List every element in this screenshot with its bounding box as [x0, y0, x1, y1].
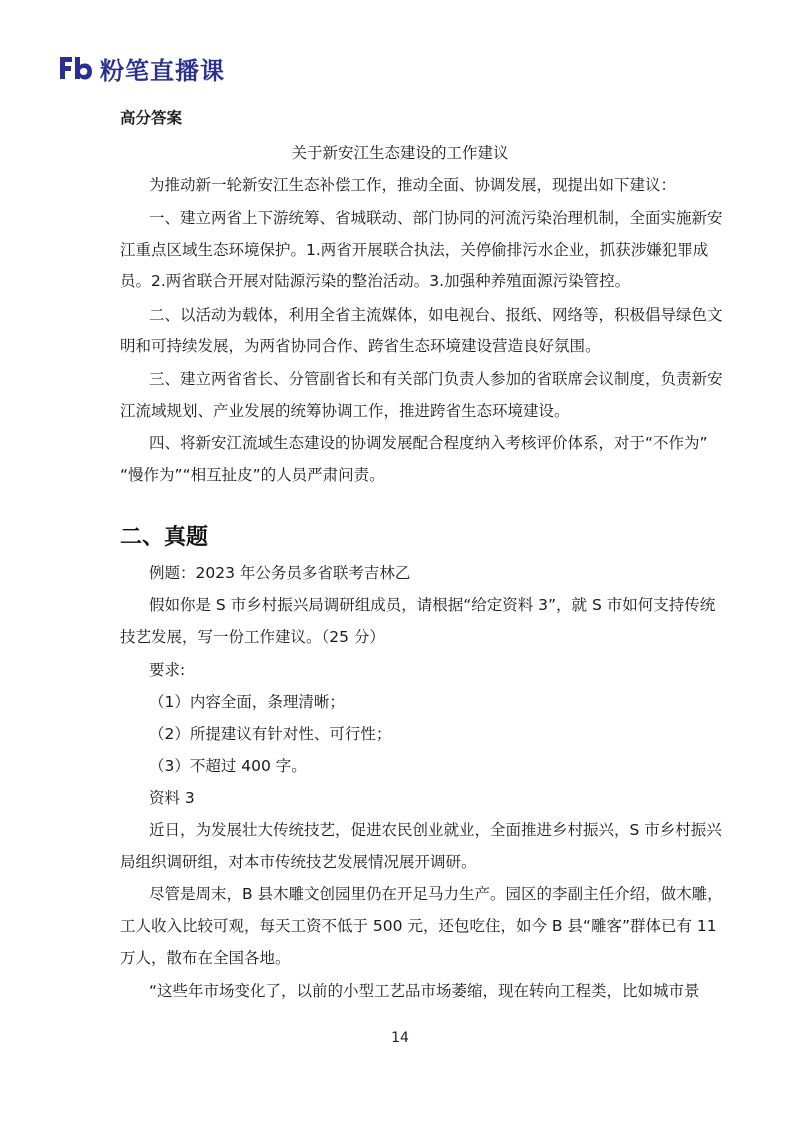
logo-text: 粉笔直播课	[100, 56, 225, 85]
answer-line: 明和可持续发展，为两省协同合作、跨省生态环境建设营造良好氛围。	[120, 337, 601, 355]
exam-line: 资料 3	[149, 789, 195, 807]
answer-line: 江重点区域生态环境保护。1.两省开展联合执法，关停偷排污水企业，抓获涉嫌犯罪成	[120, 241, 709, 259]
exam-line: （2）所提建议有针对性、可行性；	[149, 725, 392, 743]
exam-line: 近日，为发展壮大传统技艺，促进农民创业就业，全面推进乡村振兴，S 市乡村振兴	[149, 821, 722, 839]
exam-line: 假如你是 S 市乡村振兴局调研组成员，请根据“给定资料 3”，就 S 市如何支持传统	[149, 596, 716, 614]
answer-line: 江流域规划、产业发展的统筹协调工作，推进跨省生态环境建设。	[120, 402, 570, 420]
exam-line: （3）不超过 400 字。	[149, 757, 307, 775]
exam-line: 局组织调研组，对本市传统技艺发展情况展开调研。	[120, 853, 477, 871]
answer-line: 三、建立两省省长、分管副省长和有关部门负责人参加的省联席会议制度，负责新安	[149, 370, 723, 388]
answer-line: “慢作为”“相互扯皮”的人员严肃问责。	[120, 466, 385, 484]
page-number: 14	[391, 1030, 409, 1046]
exam-line: 尽管是周末，B 县木雕文创园里仍在开足马力生产。园区的李副主任介绍，做木雕，	[149, 885, 723, 903]
answer-title: 关于新安江生态建设的工作建议	[291, 144, 509, 162]
brand-logo	[58, 50, 225, 86]
section-heading: 二、真题	[120, 525, 209, 550]
answer-line: 二、以活动为载体，利用全省主流媒体，如电视台、报纸、网络等，积极倡导绿色文	[149, 306, 723, 324]
fb-logo-icon	[58, 55, 94, 81]
exam-line: 要求:	[149, 661, 186, 679]
answer-line: 为推动新一轮新安江生态补偿工作，推动全面、协调发展，现提出如下建议：	[149, 176, 677, 194]
answer-line: 一、建立两省上下游统筹、省城联动、部门协同的河流污染治理机制，全面实施新安	[149, 209, 723, 227]
exam-line: 例题：2023 年公务员多省联考吉林乙	[149, 564, 411, 582]
answer-line: 四、将新安江流域生态建设的协调发展配合程度纳入考核评价体系，对于“不作为”	[149, 434, 708, 452]
answer-line: 员。2.两省联合开展对陆源污染的整治活动。3.加强种养殖面源污染管控。	[120, 272, 631, 290]
exam-line: 万人，散布在全国各地。	[120, 949, 291, 967]
exam-line: （1）内容全面，条理清晰；	[149, 693, 345, 711]
exam-line: 技艺发展，写一份工作建议。（25 分）	[120, 628, 385, 646]
exam-line: 工人收入比较可观，每天工资不低于 500 元，还包吃住，如今 B 县“雕客”群体已有 11	[120, 917, 717, 935]
exam-line: “这些年市场变化了，以前的小型工艺品市场萎缩，现在转向工程类，比如城市景	[149, 982, 700, 1000]
answer-label: 高分答案	[120, 109, 183, 127]
